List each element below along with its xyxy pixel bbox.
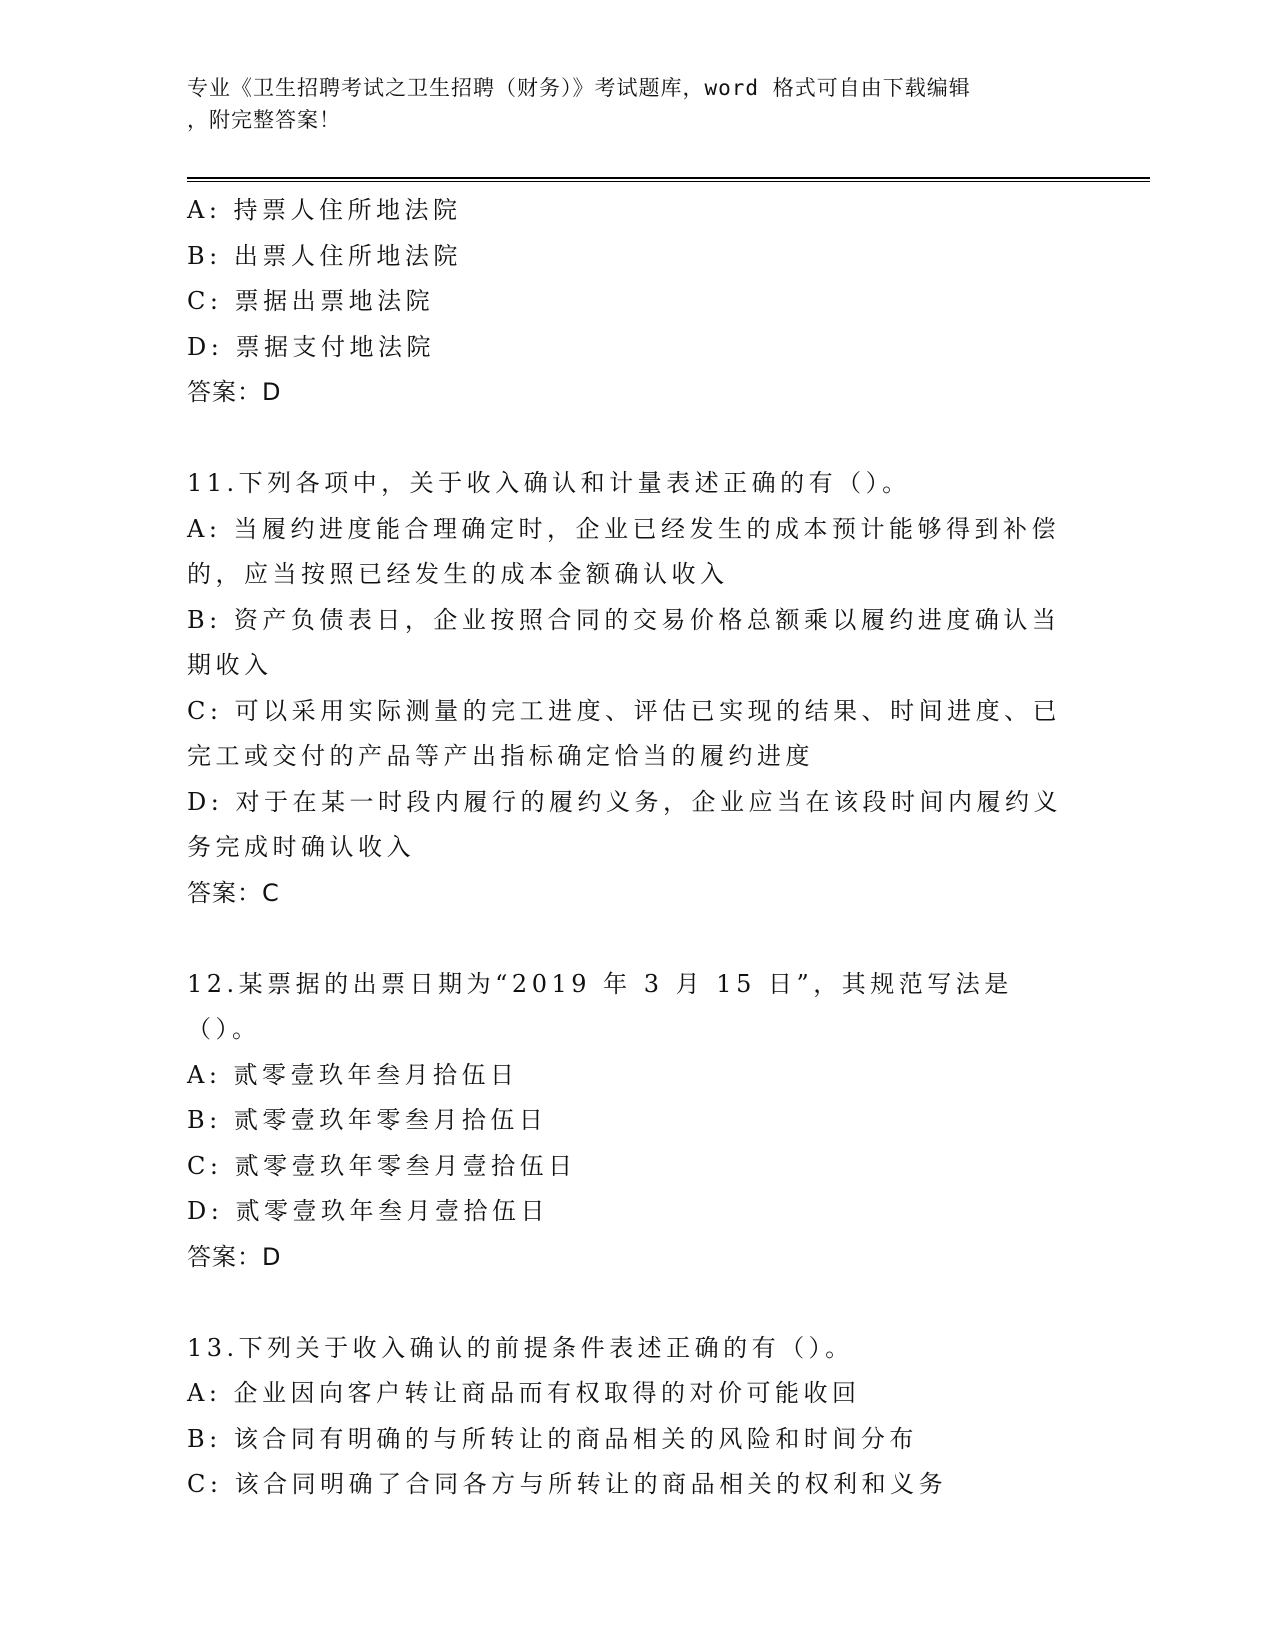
q11-option-a-cont: 的，应当按照已经发生的成本金额确认收入 (187, 560, 729, 588)
header-rule-thin (187, 181, 1150, 182)
q12-option-a: A: 贰零壹玖年叁月拾伍日 (187, 1060, 519, 1089)
question-11-stem: 11.下列各项中，关于收入确认和计量表述正确的有（）。 (187, 469, 911, 497)
q13-option-b: B: 该合同有明确的与所转让的商品相关的风险和时间分布 (187, 1424, 918, 1453)
question-12-stem: 12.某票据的出票日期为“2019 年 3 月 15 日”，其规范写法是（）。 (187, 969, 1013, 1043)
spacer (187, 416, 1067, 462)
spacer (187, 1280, 1067, 1326)
q12-option-d: D: 贰零壹玖年叁月壹拾伍日 (187, 1197, 549, 1225)
q11-option-d-cont: 务完成时确认收入 (187, 833, 415, 861)
option-a: A: 持票人住所地法院 (187, 196, 462, 224)
q11-option-b: B: 资产负债表日，企业按照合同的交易价格总额乘以履约进度确认当 (187, 605, 1061, 634)
document-header (187, 72, 1067, 136)
q11-option-d: D: 对于在某一时段内履行的履约义务，企业应当在该段时间内履约义 (187, 787, 1062, 816)
question-content (187, 188, 1067, 1508)
header-rule-thick (187, 177, 1150, 179)
spacer (187, 916, 1067, 962)
q12-answer: 答案：D (187, 1242, 282, 1271)
option-b: B: 出票人住所地法院 (187, 241, 462, 270)
q11-option-c: C: 可以采用实际测量的完工进度、评估已实现的结果、时间进度、已 (187, 696, 1062, 725)
q13-option-a: A: 企业因向客户转让商品而有权取得的对价可能收回 (187, 1379, 861, 1407)
option-c: C: 票据出票地法院 (187, 287, 435, 315)
answer-line: 答案：D (187, 378, 282, 406)
header-line-2: ，附完整答案！ (187, 108, 341, 132)
option-d: D: 票据支付地法院 (187, 332, 435, 361)
q11-option-c-cont: 完工或交付的产品等产出指标确定恰当的履约进度 (187, 742, 814, 770)
question-13-stem: 13.下列关于收入确认的前提条件表述正确的有（）。 (187, 1333, 854, 1362)
q11-option-a: A: 当履约进度能合理确定时，企业已经发生的成本预计能够得到补偿 (187, 514, 1061, 543)
q13-option-c: C: 该合同明确了合同各方与所转让的商品相关的权利和义务 (187, 1470, 948, 1498)
q11-answer: 答案：C (187, 878, 280, 907)
q12-option-b: B: 贰零壹玖年零叁月拾伍日 (187, 1106, 548, 1134)
q11-option-b-cont: 期收入 (187, 651, 273, 679)
header-line-1: 专业《卫生招聘考试之卫生招聘（财务）》考试题库，word 格式可自由下载编辑 (187, 76, 971, 100)
q12-option-c: C: 贰零壹玖年零叁月壹拾伍日 (187, 1151, 577, 1180)
